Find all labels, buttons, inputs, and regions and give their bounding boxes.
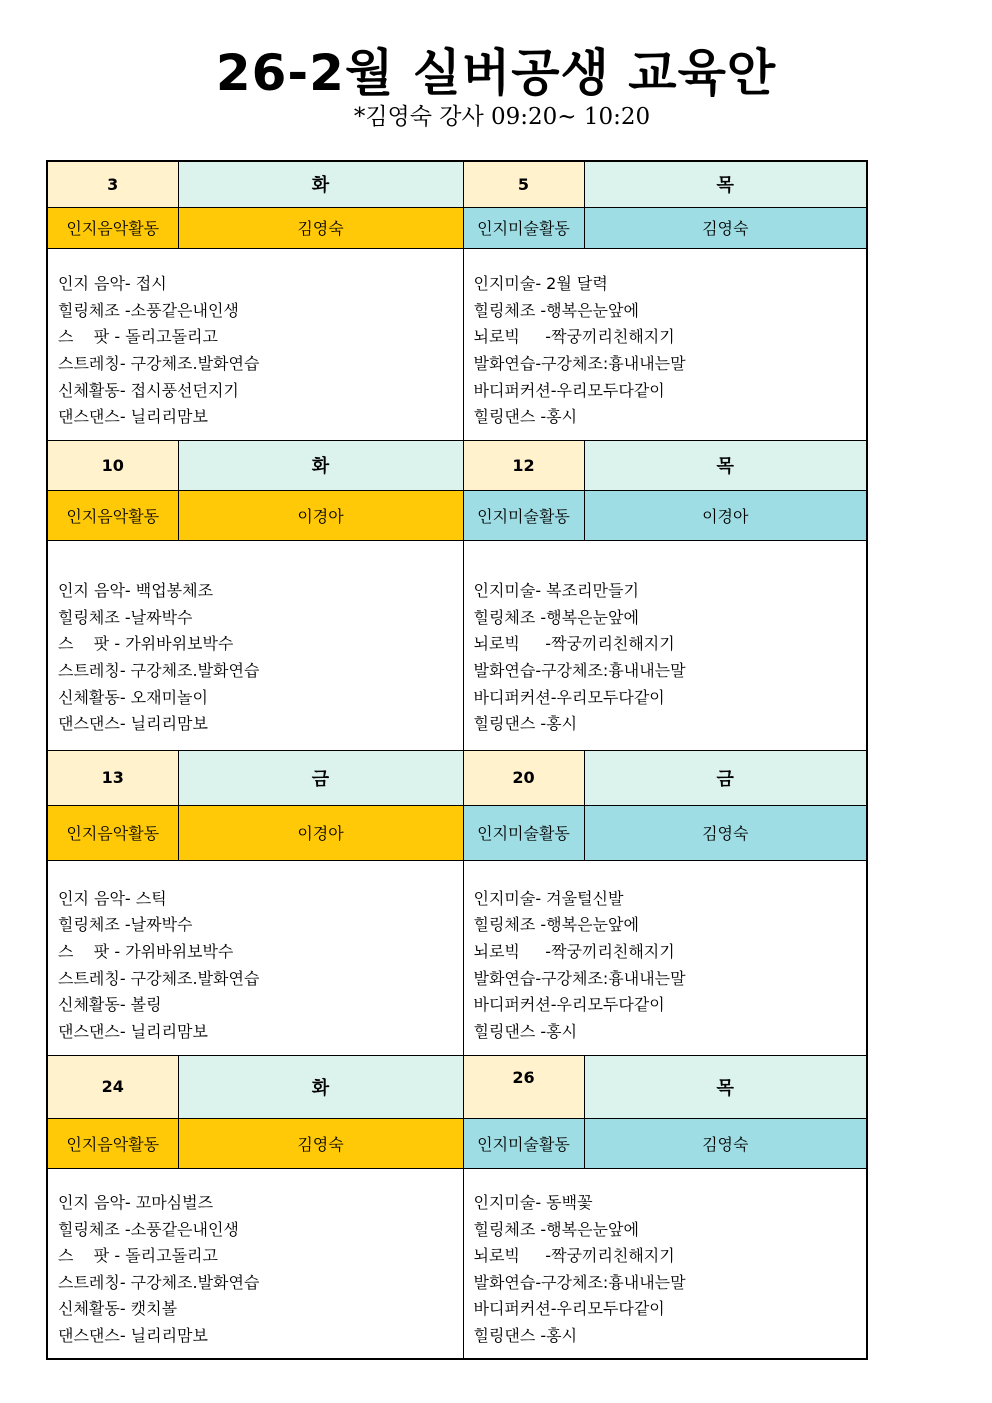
- activity-item: 바디퍼커션-우리모두다같이: [473, 1299, 665, 1319]
- activity-item: 뇌로빅 -짝궁끼리친해지기: [473, 1246, 675, 1266]
- activity-item: 힐링댄스 -홍시: [473, 1325, 578, 1345]
- activity-list: [464, 578, 867, 738]
- teacher-name: 김영숙: [178, 207, 463, 248]
- activity-item: 스트레칭- 구강체조.발화연습: [58, 661, 260, 680]
- activity-item: 인지미술- 겨울털신발: [473, 888, 624, 908]
- activity-item: 댄스댄스- 닐리리맘보: [58, 714, 208, 734]
- activity-item: 스 팟 - 돌리고돌리고: [58, 1246, 218, 1266]
- weekday-cell: 화: [178, 440, 463, 490]
- activity-item: 댄스댄스- 닐리리맘보: [58, 1325, 208, 1345]
- weekday-cell: 목: [584, 440, 867, 490]
- weekday-cell: 화: [178, 161, 463, 207]
- activity-item: 바디퍼커션-우리모두다같이: [473, 687, 665, 707]
- program-row: [47, 207, 867, 248]
- week-header-row: [47, 750, 867, 805]
- teacher-name: 김영숙: [584, 805, 867, 860]
- date-cell: 20: [463, 750, 584, 805]
- activity-item: 바디퍼커션-우리모두다같이: [473, 380, 665, 400]
- activity-item: 인지미술- 2월 달력: [473, 274, 608, 294]
- program-label: 인지음악활동: [47, 207, 178, 248]
- activity-item: 스 팟 - 가위바위보박수: [58, 634, 234, 654]
- activity-list: [48, 1190, 463, 1350]
- date-cell: 5: [463, 161, 584, 207]
- activity-item: 힐링체조 -소풍같은내인생: [58, 300, 239, 320]
- schedule-table: [46, 160, 868, 1360]
- activity-item: 힐링댄스 -홍시: [473, 407, 578, 427]
- program-label: 인지음악활동: [47, 805, 178, 860]
- week-header-row: [47, 440, 867, 490]
- activity-item: 뇌로빅 -짝궁끼리친해지기: [473, 941, 675, 961]
- activity-item: 발화연습-구강체조:흉내내는말: [473, 1272, 686, 1292]
- activity-item: 힐링체조 -행복은눈앞에: [473, 300, 639, 320]
- activity-item: 뇌로빅 -짝궁끼리친해지기: [473, 327, 675, 347]
- date-cell: 10: [47, 440, 178, 490]
- activity-item: 스트레칭- 구강체조.발화연습: [58, 354, 260, 373]
- activity-item: 댄스댄스- 닐리리맘보: [58, 1021, 208, 1041]
- activity-cell: [47, 1168, 463, 1359]
- date-cell: 3: [47, 161, 178, 207]
- weekday-cell: 금: [584, 750, 867, 805]
- activity-item: 스 팟 - 가위바위보박수: [58, 941, 234, 961]
- activity-item: 인지 음악- 백업봉체조: [58, 581, 214, 601]
- activity-cell: [47, 540, 463, 750]
- program-row: [47, 1118, 867, 1168]
- activity-item: 힐링체조 -날짜박수: [58, 607, 193, 627]
- activity-item: 신체활동- 캣치볼: [58, 1299, 178, 1319]
- page-subtitle: *김영숙 강사 09:20~ 10:20: [353, 104, 651, 130]
- program-label: 인지미술활동: [463, 207, 584, 248]
- activity-item: 인지미술- 복조리만들기: [473, 581, 639, 601]
- weekday-cell: 화: [178, 1055, 463, 1118]
- program-label: 인지미술활동: [463, 1118, 584, 1168]
- activity-item: 인지 음악- 꼬마심벌즈: [58, 1192, 214, 1212]
- activity-cell: [47, 860, 463, 1055]
- activity-item: 발화연습-구강체조:흉내내는말: [473, 354, 686, 373]
- teacher-name: 이경아: [584, 490, 867, 540]
- program-row: [47, 490, 867, 540]
- weekday-cell: 목: [584, 1055, 867, 1118]
- activity-list: [48, 578, 463, 738]
- activity-item: 힐링댄스 -홍시: [473, 1021, 578, 1041]
- activity-item: 힐링체조 -행복은눈앞에: [473, 915, 639, 935]
- week-header-row: [47, 161, 867, 207]
- activity-item: 스트레칭- 구강체조.발화연습: [58, 1272, 260, 1292]
- activity-item: 스트레칭- 구강체조.발화연습: [58, 968, 260, 988]
- activity-item: 스 팟 - 돌리고돌리고: [58, 327, 218, 347]
- activity-item: 발화연습-구강체조:흉내내는말: [473, 661, 686, 680]
- date-cell: 13: [47, 750, 178, 805]
- weekday-cell: 목: [584, 161, 867, 207]
- activity-item: 인지 음악- 스틱: [58, 888, 167, 908]
- activity-item: 힐링체조 -행복은눈앞에: [473, 1219, 639, 1239]
- teacher-name: 김영숙: [178, 1118, 463, 1168]
- week-header-row: [47, 1055, 867, 1118]
- program-row: [47, 805, 867, 860]
- activity-item: 힐링체조 -행복은눈앞에: [473, 607, 639, 627]
- activity-list: [464, 1190, 867, 1350]
- activity-item: 뇌로빅 -짝궁끼리친해지기: [473, 634, 675, 654]
- activity-list: [48, 886, 463, 1046]
- activity-list: [464, 271, 867, 431]
- activity-cell: [47, 248, 463, 440]
- teacher-name: 이경아: [178, 490, 463, 540]
- activity-item: 인지 음악- 접시: [58, 274, 167, 294]
- teacher-name: 김영숙: [584, 207, 867, 248]
- weekday-cell: 금: [178, 750, 463, 805]
- activity-cell: [463, 1168, 867, 1359]
- date-cell: 26: [463, 1055, 584, 1118]
- activity-row: [47, 540, 867, 750]
- teacher-name: 이경아: [178, 805, 463, 860]
- activity-list: [48, 271, 463, 431]
- date-cell: 24: [47, 1055, 178, 1118]
- activity-item: 신체활동- 오재미놀이: [58, 687, 208, 707]
- activity-item: 바디퍼커션-우리모두다같이: [473, 995, 665, 1015]
- program-label: 인지미술활동: [463, 490, 584, 540]
- page-title: 26-2월 실버공생 교육안: [215, 44, 777, 102]
- activity-item: 힐링체조 -소풍같은내인생: [58, 1219, 239, 1239]
- activity-cell: [463, 540, 867, 750]
- activity-cell: [463, 248, 867, 440]
- schedule-body: [47, 161, 867, 1359]
- program-label: 인지음악활동: [47, 1118, 178, 1168]
- activity-row: [47, 248, 867, 440]
- activity-item: 발화연습-구강체조:흉내내는말: [473, 968, 686, 988]
- program-label: 인지음악활동: [47, 490, 178, 540]
- activity-row: [47, 1168, 867, 1359]
- activity-item: 신체활동- 볼링: [58, 995, 162, 1015]
- date-cell: 12: [463, 440, 584, 490]
- activity-item: 힐링체조 -날짜박수: [58, 915, 193, 935]
- program-label: 인지미술활동: [463, 805, 584, 860]
- activity-item: 힐링댄스 -홍시: [473, 714, 578, 734]
- activity-list: [464, 886, 867, 1046]
- activity-item: 신체활동- 접시풍선던지기: [58, 380, 239, 400]
- activity-cell: [463, 860, 867, 1055]
- teacher-name: 김영숙: [584, 1118, 867, 1168]
- activity-item: 댄스댄스- 닐리리맘보: [58, 407, 208, 427]
- activity-row: [47, 860, 867, 1055]
- activity-item: 인지미술- 동백꽃: [473, 1192, 593, 1212]
